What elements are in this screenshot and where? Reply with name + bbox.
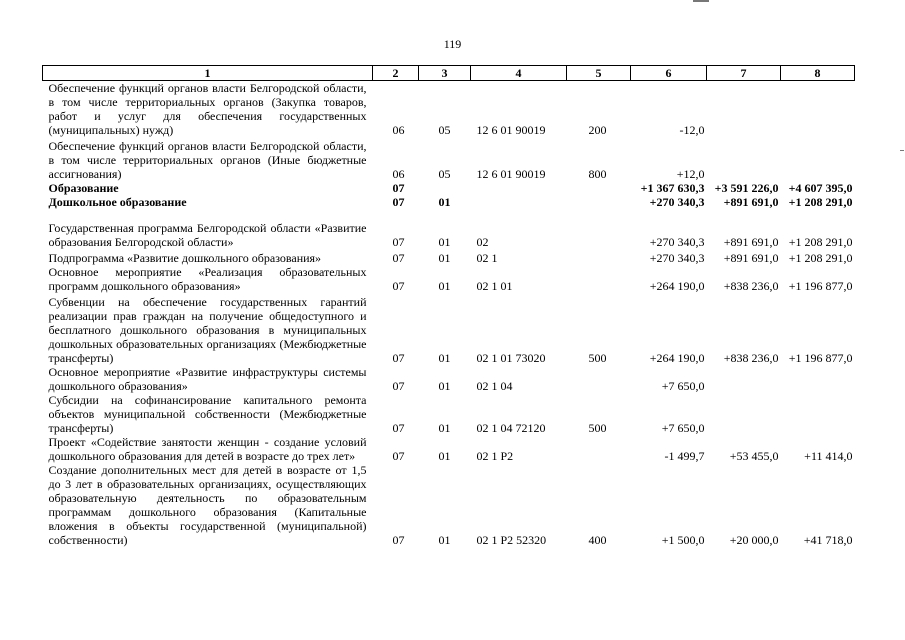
amount-col-6: +264 190,0 xyxy=(649,279,705,293)
section-code: 06 xyxy=(392,123,405,137)
target-article-code: 02 1 01 73020 xyxy=(476,351,546,365)
expense-type-code: 800 xyxy=(588,167,607,181)
amount-col-8 xyxy=(781,81,855,138)
amount-col-6: +270 340,3 xyxy=(649,195,705,209)
section-code: 07 xyxy=(392,421,405,435)
amount-col-8: +41 718,0 xyxy=(803,533,853,547)
table-row xyxy=(43,393,855,435)
expense-type-code xyxy=(567,195,631,209)
section-code: 06 xyxy=(392,167,405,181)
row-description: Подпрограмма «Развитие дошкольного образования» xyxy=(48,251,322,265)
amount-col-7 xyxy=(707,137,781,181)
amount-col-7 xyxy=(707,365,781,393)
table-row xyxy=(43,265,855,293)
row-description: Образование xyxy=(48,181,119,195)
column-header: 6 xyxy=(631,66,707,81)
amount-col-8: +1 196 877,0 xyxy=(788,351,853,365)
target-article-code: 02 1 04 72120 xyxy=(476,421,546,435)
target-article-code: 02 xyxy=(476,235,489,249)
expense-type-code: 400 xyxy=(588,533,607,547)
amount-col-8 xyxy=(781,393,855,435)
table-header-row xyxy=(43,66,855,81)
expense-type-code xyxy=(567,181,631,195)
target-article-code: 02 1 01 xyxy=(476,279,513,293)
target-article-code xyxy=(471,195,567,209)
section-code: 07 xyxy=(392,235,405,249)
amount-col-8: +1 208 291,0 xyxy=(788,251,853,265)
expense-type-code xyxy=(567,435,631,463)
section-code: 07 xyxy=(392,533,405,547)
section-code: 07 xyxy=(392,449,405,463)
amount-col-7 xyxy=(707,393,781,435)
expense-type-code xyxy=(567,365,631,393)
amount-col-6: +270 340,3 xyxy=(649,235,705,249)
section-code: 07 xyxy=(392,379,405,393)
expense-type-code: 500 xyxy=(588,421,607,435)
subsection-code: 05 xyxy=(438,167,451,181)
row-description: Основное мероприятие «Развитие инфраструктуры системы дошкольного образования» xyxy=(48,365,367,393)
column-header: 1 xyxy=(43,66,373,81)
target-article-code: 12 6 01 90019 xyxy=(476,123,546,137)
amount-col-6: -1 499,7 xyxy=(664,449,705,463)
expense-type-code xyxy=(567,249,631,265)
expense-type-code: 500 xyxy=(588,351,607,365)
amount-col-8 xyxy=(781,137,855,181)
table-row xyxy=(43,365,855,393)
amount-col-7: +20 000,0 xyxy=(729,533,779,547)
target-article-code: 02 1 P2 52320 xyxy=(476,533,547,547)
subsection-code: 01 xyxy=(438,351,451,365)
amount-col-6: +270 340,3 xyxy=(649,251,705,265)
table-row xyxy=(43,81,855,138)
subsection-code: 01 xyxy=(438,421,451,435)
amount-col-8: +1 208 291,0 xyxy=(788,235,853,249)
amount-col-7: +838 236,0 xyxy=(723,351,779,365)
amount-col-7: +891 691,0 xyxy=(723,235,779,249)
row-description: Субвенции на обеспечение государственных гарантий реализации прав граждан на получение общедоступного и бесплатного дошкольного образования в муниципальных дошкольных образовательных организациях (Межбюджетные трансферты) xyxy=(48,295,367,365)
amount-col-8 xyxy=(781,365,855,393)
table-row xyxy=(43,137,855,181)
expense-type-code xyxy=(567,265,631,293)
section-code: 07 xyxy=(392,181,405,195)
budget-table xyxy=(42,65,855,547)
amount-col-6: +1 367 630,3 xyxy=(640,181,705,195)
amount-col-6: +12,0 xyxy=(676,167,705,181)
amount-col-8: +11 414,0 xyxy=(804,449,853,463)
target-article-code: 02 1 P2 xyxy=(476,449,514,463)
row-description: Дошкольное образование xyxy=(48,195,187,209)
amount-col-8: +4 607 395,0 xyxy=(788,181,853,195)
column-header: 8 xyxy=(781,66,855,81)
subsection-code xyxy=(419,181,471,195)
expense-type-code xyxy=(567,209,631,249)
row-description: Государственная программа Белгородской области «Развитие образования Белгородской области» xyxy=(48,221,367,249)
subsection-code: 01 xyxy=(438,379,451,393)
table-row xyxy=(43,435,855,463)
row-description: Субсидии на софинансирование капитального ремонта объектов муниципальной собственности (Межбюджетные трансферты) xyxy=(48,393,367,435)
row-description: Создание дополнительных мест для детей в возрасте от 1,5 до 3 лет в образовательных организациях, осуществляющих образовательную деятельность по образовательным программам дошкольного образования (Капитальные вложения в объекты государственной (муниципальной) собственности) xyxy=(48,463,367,547)
target-article-code: 02 1 04 xyxy=(476,379,513,393)
table-row xyxy=(43,209,855,249)
expense-type-code: 200 xyxy=(588,123,607,137)
target-article-code: 02 1 xyxy=(476,251,498,265)
column-header: 5 xyxy=(567,66,631,81)
amount-col-6: +1 500,0 xyxy=(661,533,705,547)
page-number: 119 xyxy=(443,37,462,51)
section-code: 07 xyxy=(392,279,405,293)
subsection-code: 01 xyxy=(438,235,451,249)
subsection-code: 01 xyxy=(438,195,451,209)
amount-col-7: +891 691,0 xyxy=(723,251,779,265)
column-header: 7 xyxy=(707,66,781,81)
amount-col-7: +838 236,0 xyxy=(723,279,779,293)
column-header: 3 xyxy=(419,66,471,81)
amount-col-7: +3 591 226,0 xyxy=(714,181,779,195)
amount-col-7: +891 691,0 xyxy=(723,195,779,209)
subsection-code: 01 xyxy=(438,279,451,293)
target-article-code xyxy=(471,181,567,195)
target-article-code: 12 6 01 90019 xyxy=(476,167,546,181)
table-row xyxy=(43,181,855,195)
scan-artifact xyxy=(693,0,709,2)
table-row xyxy=(43,293,855,365)
row-description: Обеспечение функций органов власти Белгородской области, в том числе территориальных органов (Закупка товаров, работ и услуг для обеспечения государственных (муниципальных) нужд) xyxy=(48,81,367,137)
amount-col-7: +53 455,0 xyxy=(729,449,779,463)
table-row xyxy=(43,195,855,209)
amount-col-6: +7 650,0 xyxy=(661,379,705,393)
subsection-code: 01 xyxy=(438,533,451,547)
scan-artifact xyxy=(900,150,904,151)
column-header: 2 xyxy=(373,66,419,81)
subsection-code: 05 xyxy=(438,123,451,137)
amount-col-6: -12,0 xyxy=(679,123,705,137)
subsection-code: 01 xyxy=(438,251,451,265)
section-code: 07 xyxy=(392,195,405,209)
amount-col-8: +1 208 291,0 xyxy=(788,195,853,209)
amount-col-6: +264 190,0 xyxy=(649,351,705,365)
subsection-code: 01 xyxy=(438,449,451,463)
amount-col-8: +1 196 877,0 xyxy=(788,279,853,293)
column-header: 4 xyxy=(471,66,567,81)
table-row xyxy=(43,463,855,547)
row-description: Основное мероприятие «Реализация образовательных программ дошкольного образования» xyxy=(48,265,367,293)
row-description: Обеспечение функций органов власти Белгородской области, в том числе территориальных органов (Иные бюджетные ассигнования) xyxy=(48,139,367,181)
section-code: 07 xyxy=(392,251,405,265)
section-code: 07 xyxy=(392,351,405,365)
amount-col-7 xyxy=(707,81,781,138)
table-row xyxy=(43,249,855,265)
amount-col-6: +7 650,0 xyxy=(661,421,705,435)
row-description: Проект «Содействие занятости женщин - создание условий дошкольного образования для детей в возрасте до трех лет» xyxy=(48,435,367,463)
